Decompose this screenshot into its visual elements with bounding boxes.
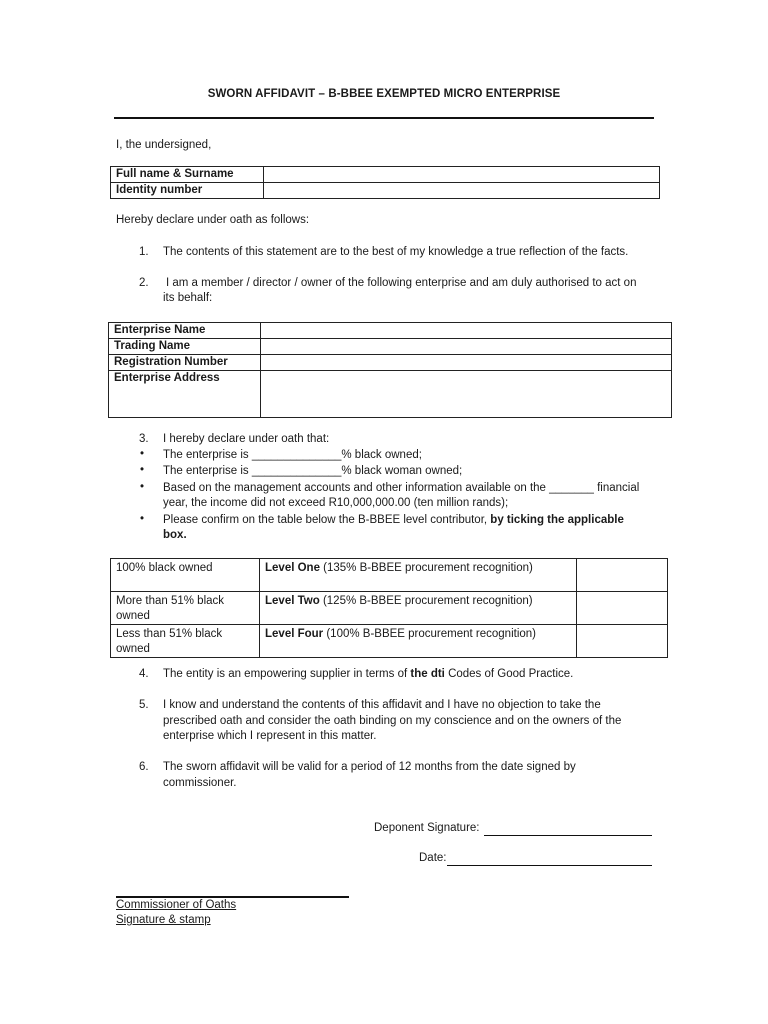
tick-box[interactable] xyxy=(577,625,668,658)
trading-name-label: Trading Name xyxy=(109,339,261,355)
ownership-cell xyxy=(111,625,260,658)
item-6-text-cont: commissioner. xyxy=(163,777,237,789)
level-name: Level One xyxy=(265,562,320,574)
bullet-icon: • xyxy=(140,481,145,493)
registration-number-field[interactable] xyxy=(261,355,672,371)
table-row xyxy=(111,592,668,625)
ownership-text: More than 51% black xyxy=(116,595,225,607)
item-6-text: The sworn affidavit will be valid for a period of 12 months from the date signed by xyxy=(163,761,576,773)
level-name: Level Two xyxy=(265,595,320,607)
bullet-icon: • xyxy=(140,464,145,476)
table-row xyxy=(111,167,660,183)
level-cell xyxy=(260,559,577,592)
item-3-text: I hereby declare under oath that: xyxy=(163,433,330,445)
ownership-cell xyxy=(111,559,260,592)
item-5-text-cont: enterprise which I represent in this matter. xyxy=(163,730,377,742)
bullet-income: Based on the management accounts and other information available on the _______ financial xyxy=(163,482,640,494)
level-cell xyxy=(260,592,577,625)
table-row xyxy=(109,355,672,371)
full-name-field[interactable] xyxy=(264,167,660,183)
ownership-text-cont: owned xyxy=(116,610,150,622)
ownership-text: 100% black owned xyxy=(116,562,213,574)
item-number: 2. xyxy=(139,277,149,289)
date-label: Date: xyxy=(419,852,447,864)
bullet-icon: • xyxy=(140,513,145,525)
item-2-text: I am a member / director / owner of the following enterprise and am duly authorised to act on xyxy=(166,277,637,289)
deponent-signature-line[interactable] xyxy=(484,835,652,836)
trading-name-field[interactable] xyxy=(261,339,672,355)
item-4-post: Codes of Good Practice. xyxy=(444,668,574,680)
bullet-black-owned: The enterprise is ______________% black owned; xyxy=(163,449,422,461)
item-4-text xyxy=(163,668,573,680)
level-description: (125% B-BBEE procurement recognition) xyxy=(319,595,533,607)
registration-number-label: Registration Number xyxy=(109,355,261,371)
bullet-confirm xyxy=(163,514,624,526)
title-rule xyxy=(114,117,654,119)
table-row xyxy=(109,323,672,339)
item-5-text: I know and understand the contents of this affidavit and I have no objection to take the xyxy=(163,699,601,711)
item-number: 4. xyxy=(139,668,149,680)
level-description: (100% B-BBEE procurement recognition) xyxy=(323,628,537,640)
intro-text: I, the undersigned, xyxy=(116,139,212,151)
item-2-text-cont: its behalf: xyxy=(163,292,213,304)
level-name: Level Four xyxy=(265,628,324,640)
level-table xyxy=(110,558,668,658)
bullet-black-woman-owned: The enterprise is ______________% black woman owned; xyxy=(163,465,463,477)
ownership-text-cont: owned xyxy=(116,643,150,655)
item-4-pre: The entity is an empowering supplier in terms of xyxy=(163,668,411,680)
bullet-confirm-bold: by ticking the applicable xyxy=(490,514,624,526)
bullet-income-cont: year, the income did not exceed R10,000,000.00 (ten million rands); xyxy=(163,497,509,509)
table-row xyxy=(109,371,672,418)
table-row xyxy=(111,183,660,199)
item-number: 1. xyxy=(139,246,149,258)
table-row xyxy=(109,339,672,355)
item-number: 5. xyxy=(139,699,149,711)
signature-stamp-label: Signature & stamp xyxy=(116,914,211,926)
declare-text: Hereby declare under oath as follows: xyxy=(116,214,310,226)
identity-number-field[interactable] xyxy=(264,183,660,199)
ownership-text: Less than 51% black xyxy=(116,628,223,640)
bullet-icon: • xyxy=(140,448,145,460)
tick-box[interactable] xyxy=(577,559,668,592)
bullet-confirm-cont: box. xyxy=(163,529,187,541)
table-row xyxy=(111,625,668,658)
level-cell xyxy=(260,625,577,658)
date-line[interactable] xyxy=(447,865,652,866)
enterprise-address-label: Enterprise Address xyxy=(109,371,261,418)
item-number: 6. xyxy=(139,761,149,773)
item-5-text-cont: prescribed oath and consider the oath binding on my conscience and on the owners of the xyxy=(163,715,622,727)
identity-number-label: Identity number xyxy=(111,183,264,199)
table-row xyxy=(111,559,668,592)
level-description: (135% B-BBEE procurement recognition) xyxy=(319,562,533,574)
item-1-text: The contents of this statement are to the best of my knowledge a true reflection of the facts. xyxy=(163,246,629,258)
document-title: SWORN AFFIDAVIT – B-BBEE EXEMPTED MICRO ENTERPRISE xyxy=(207,88,561,100)
ownership-cell xyxy=(111,592,260,625)
enterprise-name-field[interactable] xyxy=(261,323,672,339)
full-name-label: Full name & Surname xyxy=(111,167,264,183)
deponent-signature-label: Deponent Signature: xyxy=(374,822,480,834)
enterprise-name-label: Enterprise Name xyxy=(109,323,261,339)
enterprise-table xyxy=(108,322,672,418)
item-number: 3. xyxy=(139,433,149,445)
tick-box[interactable] xyxy=(577,592,668,625)
identity-table xyxy=(110,166,660,199)
commissioner-signature-line[interactable] xyxy=(116,896,349,898)
item-4-bold: the dti xyxy=(410,668,445,680)
commissioner-label: Commissioner of Oaths xyxy=(116,899,237,911)
enterprise-address-field[interactable] xyxy=(261,371,672,418)
bullet-confirm-text: Please confirm on the table below the B-BBEE level contributor, xyxy=(163,514,491,526)
